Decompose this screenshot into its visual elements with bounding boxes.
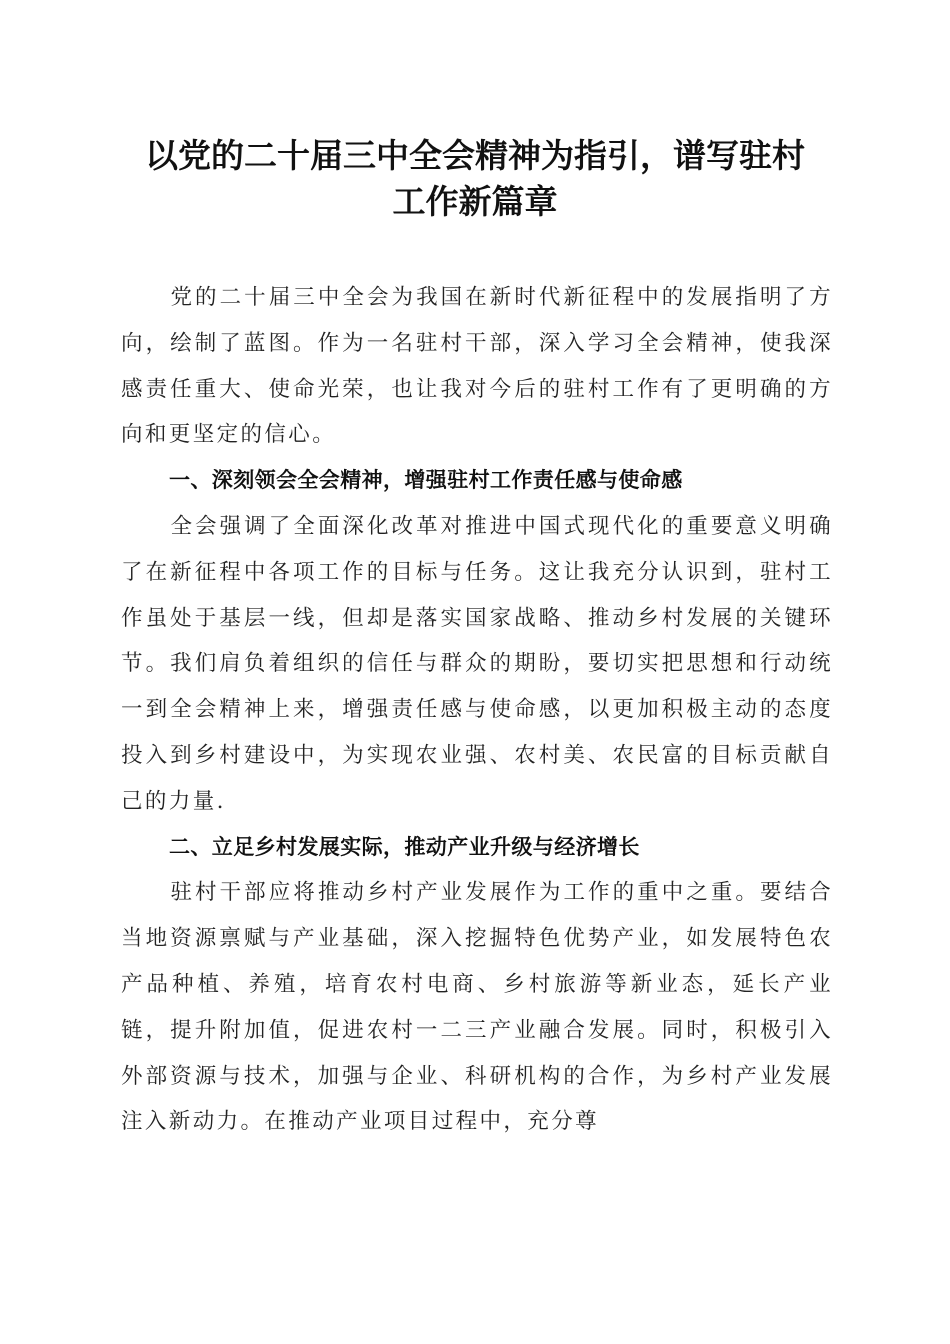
section-2-heading: 二、立足乡村发展实际，推动产业升级与经济增长 <box>169 834 640 859</box>
section-1-heading: 一、深刻领会全会精神，增强驻村工作责任感与使命感 <box>169 468 683 493</box>
title-line-1: 以党的二十届三中全会精神为指引，谱写驻村 <box>145 136 805 175</box>
section-2-paragraph: 驻村干部应将推动乡村产业发展作为工作的重中之重。要结合当地资源禀赋与产业基础，深入挖掘特色优势产业，如发展特色农产品种植、养殖，培育农村电商、乡村旅游等新业态，延长产业链，提升附加值，促进农村一二三产业融合发展。同时，积极引入外部资源与技术，加强与企业、科研机构的合作，为乡村产业发展注入新动力。在推动产业项目过程中，充分尊 <box>121 880 833 1135</box>
section-1-paragraph: 全会强调了全面深化改革对推进中国式现代化的重要意义明确了在新征程中各项工作的目标与任务。这让我充分认识到，驻村工作虽处于基层一线，但却是落实国家战略、推动乡村发展的关键环节。我们肩负着组织的信任与群众的期盼，要切实把思想和行动统一到全会精神上来，增强责任感与使命感，以更加积极主动的态度投入到乡村建设中，为实现农业强、农村美、农民富的目标贡献自己的力量. <box>121 513 833 814</box>
document-body <box>121 275 833 1145</box>
intro-paragraph: 党的二十届三中全会为我国在新时代新征程中的发展指明了方向，绘制了蓝图。作为一名驻村干部，深入学习全会精神，使我深感责任重大、使命光荣，也让我对今后的驻村工作有了更明确的方向和更坚定的信心。 <box>121 285 833 448</box>
document-title <box>90 133 860 225</box>
title-line-2: 工作新篇章 <box>392 182 558 221</box>
